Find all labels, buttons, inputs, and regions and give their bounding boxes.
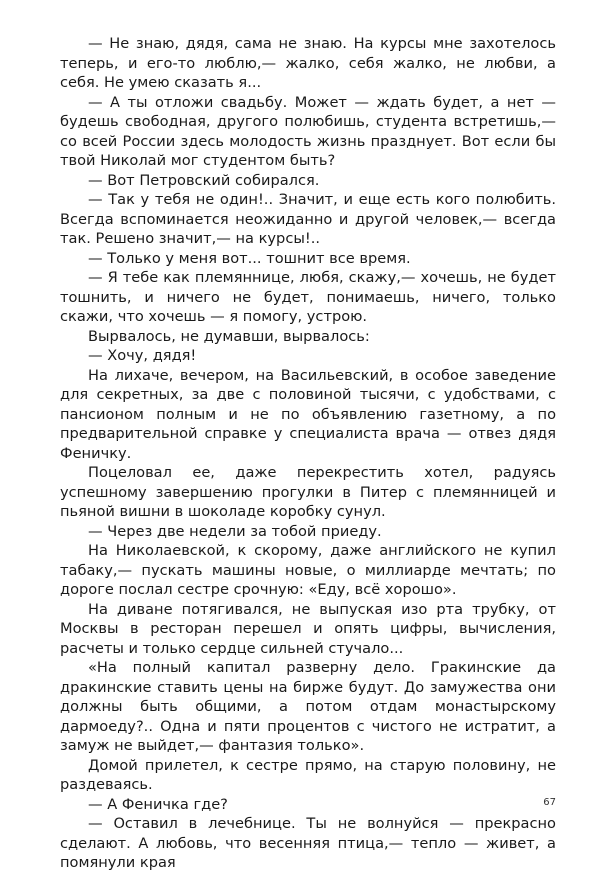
paragraph: — Хочу, дядя! xyxy=(88,347,197,364)
paragraph: Вырвалось, не думавши, вырвалось: xyxy=(88,327,370,345)
paragraph: Поцеловал ее, даже перекрестить хотел, радуясь успешному завершению прогулки в Питер с племянницей и пьяной вишни в шоколаде коробку сунул. xyxy=(60,464,556,520)
page-number: 67 xyxy=(543,797,556,808)
paragraph: — А ты отложи свадьбу. Может — ждать будет, а нет — будешь свободная, другого полюбишь, студента встретишь,— со всей России здесь молодость жизнь празднует. Вот если бы твой Николай мог студентом быть? xyxy=(60,93,556,169)
paragraph: На диване потягивался, не выпуская изо рта трубку, от Москвы в ресторан перешел и опять цифры, вычисления, расчеты и только сердце сильней стучало... xyxy=(60,600,556,657)
paragraph: — Я тебе как племяннице, любя, скажу,— хочешь, не будет тошнить, и ничего не будет, понимаешь, ничего, только скажи, что хочешь — я помогу, устрою. xyxy=(60,269,556,325)
paragraph: — Через две недели за тобой приеду. xyxy=(88,522,382,540)
paragraph: Домой прилетел, к сестре прямо, на старую половину, не раздеваясь. xyxy=(60,756,556,793)
paragraph: — Так у тебя не один!.. Значит, и еще есть кого полюбить. Всегда вспоминается неожиданно и другой человек,— всегда так. Решено значит,— на курсы!.. xyxy=(60,191,556,247)
paragraph: — А Феничка где? xyxy=(88,795,228,813)
paragraph: — Вот Петровский собирался. xyxy=(88,171,320,189)
paragraph: — Только у меня вот... тошнит все время. xyxy=(88,249,411,267)
body-text xyxy=(60,34,556,873)
paragraph: На лихаче, вечером, на Васильевский, в особое заведение для секретных, за две с половиной тысячи, с удобствами, с пансионом полным и не по объявлению газетному, а по предварительной справке у специалиста врача — отвез дядя Феничку. xyxy=(60,366,556,462)
paragraph: — Оставил в лечебнице. Ты не волнуйся — прекрасно сделают. А любовь, что весенняя птица,— тепло — живет, а помянули края xyxy=(60,815,556,871)
paragraph: На Николаевской, к скорому, даже английского не купил табаку,— пускать машины новые, о миллиарде мечтать; по дороге послал сестре срочную: «Еду, всё хорошо». xyxy=(60,542,556,598)
paragraph: — Не знаю, дядя, сама не знаю. На курсы мне захотелось теперь, и его-то люблю,— жалко, себя жалко, не любви, а себя. Не умею сказать я... xyxy=(60,35,556,91)
paragraph: «На полный капитал разверну дело. Гракинские да дракинские ставить цены на бирже будут. До замужества они должны быть общими, а потом отдам монастырскому дармоеду?.. Одна и пяти процентов с чистого не истратит, а замуж не выйдет,— фантазия только». xyxy=(60,659,556,754)
